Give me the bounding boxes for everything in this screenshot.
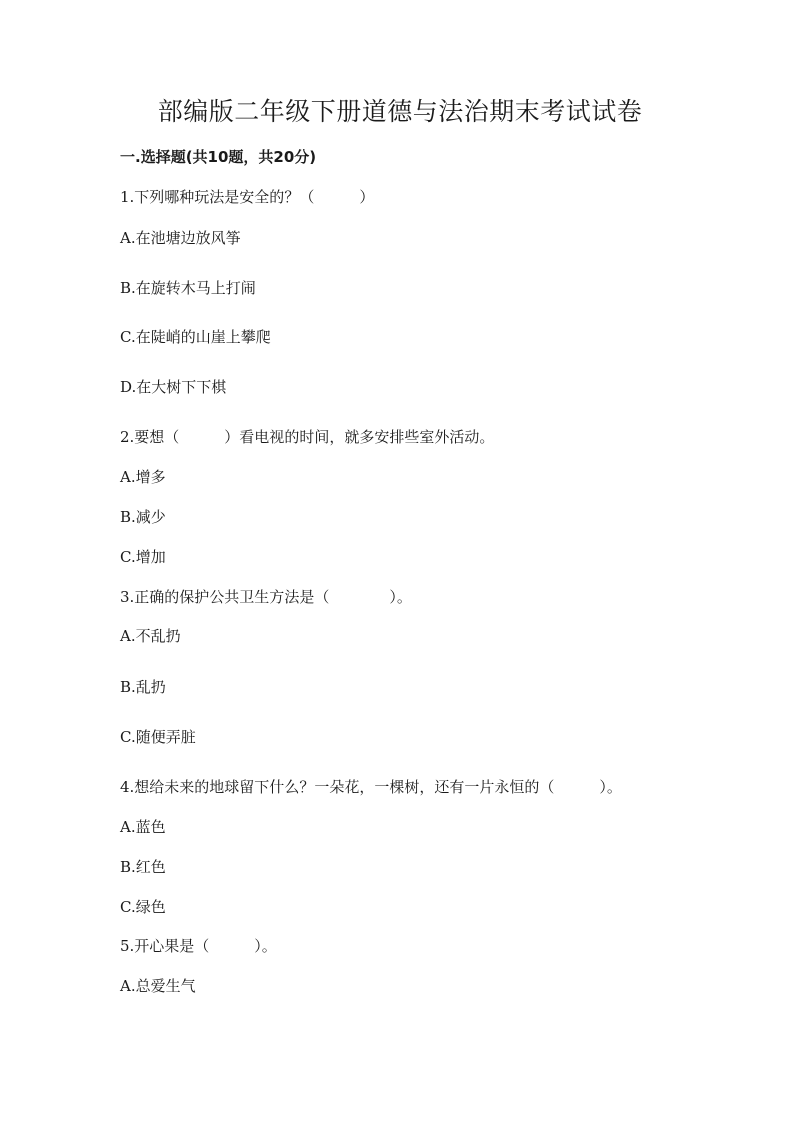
question-2-option-c: C.增加 xyxy=(120,548,166,566)
question-1-option-b: B.在旋转木马上打闹 xyxy=(120,279,256,297)
question-4-stem: 4.想给未来的地球留下什么？一朵花，一棵树，还有一片永恒的（ ）。 xyxy=(120,778,622,796)
question-4-option-a: A.蓝色 xyxy=(120,818,166,836)
question-3-stem: 3.正确的保护公共卫生方法是（ ）。 xyxy=(120,588,412,606)
question-3-option-b: B.乱扔 xyxy=(120,678,166,696)
question-1-option-c: C.在陡峭的山崖上攀爬 xyxy=(120,328,271,346)
question-3-option-c: C.随便弄脏 xyxy=(120,728,196,746)
question-5-option-a: A.总爱生气 xyxy=(120,977,196,995)
question-4-option-b: B.红色 xyxy=(120,858,166,876)
question-4-option-c: C.绿色 xyxy=(120,898,166,916)
section-header: 一.选择题(共10题，共20分) xyxy=(120,148,317,166)
question-2-stem: 2.要想（ ）看电视的时间，就多安排些室外活动。 xyxy=(120,428,495,446)
page-title: 部编版二年级下册道德与法治期末考试试卷 xyxy=(157,97,643,126)
question-2-option-b: B.减少 xyxy=(120,508,166,526)
question-1-option-d: D.在大树下下棋 xyxy=(120,378,227,396)
question-3-option-a: A.不乱扔 xyxy=(120,627,181,645)
question-5-stem: 5.开心果是（ ）。 xyxy=(120,937,277,955)
question-1-option-a: A.在池塘边放风筝 xyxy=(120,229,241,247)
question-1-stem: 1.下列哪种玩法是安全的？（ ） xyxy=(120,188,375,206)
question-2-option-a: A.增多 xyxy=(120,468,166,486)
